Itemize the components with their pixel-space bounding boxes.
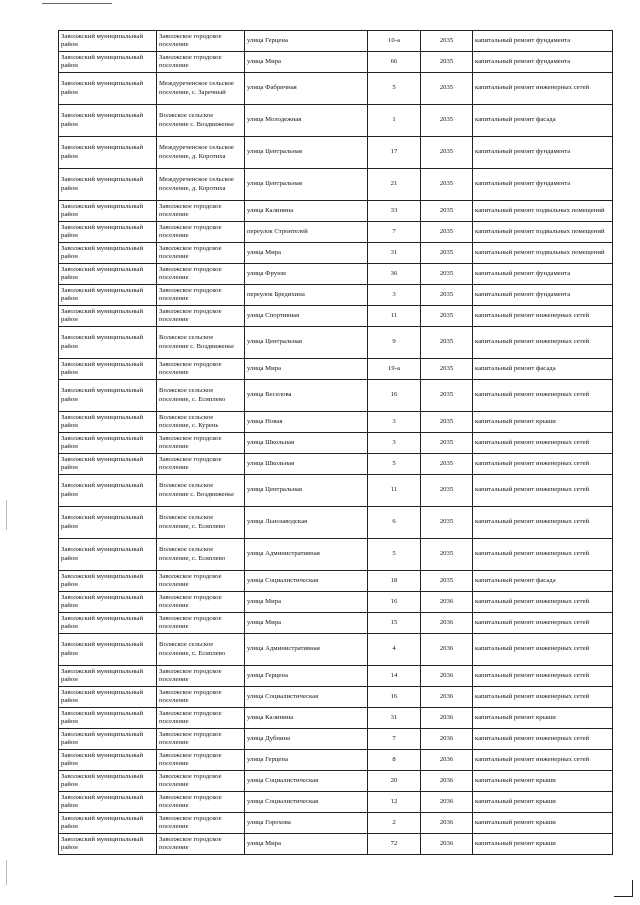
settlement-cell: Междуреченское сельское поселение, д. Коротиха xyxy=(157,137,245,169)
settlement-cell: Заволжское городское поселение xyxy=(157,243,245,264)
district-cell: Заволжский муниципальный район xyxy=(59,771,157,792)
district-cell: Заволжский муниципальный район xyxy=(59,475,157,507)
work-type-cell: капитальный ремонт инженерных сетей xyxy=(473,475,613,507)
page-corner-mark xyxy=(614,880,633,897)
district-cell: Заволжский муниципальный район xyxy=(59,750,157,771)
table-row xyxy=(59,412,613,433)
street-cell: улица Школьная xyxy=(245,454,368,475)
settlement-cell: Заволжское городское поселение xyxy=(157,613,245,634)
street-cell: улица Веселова xyxy=(245,380,368,412)
table-row xyxy=(59,306,613,327)
table-row xyxy=(59,813,613,834)
year-cell: 2035 xyxy=(421,201,473,222)
district-cell: Заволжский муниципальный район xyxy=(59,264,157,285)
year-cell: 2036 xyxy=(421,729,473,750)
district-cell: Заволжский муниципальный район xyxy=(59,539,157,571)
settlement-cell: Заволжское городское поселение xyxy=(157,729,245,750)
street-cell: улица Административная xyxy=(245,634,368,666)
work-type-cell: капитальный ремонт инженерных сетей xyxy=(473,327,613,359)
year-cell: 2036 xyxy=(421,792,473,813)
house-number-cell: 12 xyxy=(368,792,421,813)
settlement-cell: Заволжское городское поселение xyxy=(157,433,245,454)
house-number-cell: 3 xyxy=(368,285,421,306)
house-number-cell: 33 xyxy=(368,201,421,222)
house-number-cell: 5 xyxy=(368,454,421,475)
street-cell: улица Центральная xyxy=(245,169,368,201)
table-row xyxy=(59,708,613,729)
year-cell: 2035 xyxy=(421,73,473,105)
table-row xyxy=(59,380,613,412)
street-cell: улица Мира xyxy=(245,613,368,634)
work-type-cell: капитальный ремонт фасада xyxy=(473,359,613,380)
street-cell: улица Льнозаводская xyxy=(245,507,368,539)
table-row xyxy=(59,666,613,687)
work-type-cell: капитальный ремонт фундамента xyxy=(473,31,613,52)
street-cell: переулок Строителей xyxy=(245,222,368,243)
house-number-cell: 18 xyxy=(368,571,421,592)
district-cell: Заволжский муниципальный район xyxy=(59,454,157,475)
work-type-cell: капитальный ремонт фундамента xyxy=(473,285,613,306)
house-number-cell: 16 xyxy=(368,380,421,412)
settlement-cell: Волжское сельское поселение с. Воздвиженье xyxy=(157,475,245,507)
street-cell: улица Молодежная xyxy=(245,105,368,137)
work-type-cell: капитальный ремонт инженерных сетей xyxy=(473,306,613,327)
table-row xyxy=(59,359,613,380)
settlement-cell: Волжское сельское поселение с. Воздвиженье xyxy=(157,105,245,137)
year-cell: 2035 xyxy=(421,105,473,137)
district-cell: Заволжский муниципальный район xyxy=(59,137,157,169)
settlement-cell: Волжское сельское поселение с. Воздвиженье xyxy=(157,327,245,359)
settlement-cell: Заволжское городское поселение xyxy=(157,792,245,813)
house-number-cell: 5 xyxy=(368,539,421,571)
year-cell: 2035 xyxy=(421,31,473,52)
work-type-cell: капитальный ремонт фасада xyxy=(473,105,613,137)
street-cell: улица Центральная xyxy=(245,475,368,507)
street-cell: улица Спортивная xyxy=(245,306,368,327)
work-type-cell: капитальный ремонт инженерных сетей xyxy=(473,380,613,412)
year-cell: 2035 xyxy=(421,412,473,433)
work-type-cell: капитальный ремонт инженерных сетей xyxy=(473,507,613,539)
table-row xyxy=(59,285,613,306)
house-number-cell: 11 xyxy=(368,306,421,327)
street-cell: улица Герцена xyxy=(245,750,368,771)
year-cell: 2036 xyxy=(421,771,473,792)
district-cell: Заволжский муниципальный район xyxy=(59,359,157,380)
street-cell: улица Фрунзе xyxy=(245,264,368,285)
settlement-cell: Заволжское городское поселение xyxy=(157,31,245,52)
settlement-cell: Заволжское городское поселение xyxy=(157,454,245,475)
house-number-cell: 10-а xyxy=(368,31,421,52)
street-cell: улица Социалистическая xyxy=(245,687,368,708)
district-cell: Заволжский муниципальный район xyxy=(59,687,157,708)
settlement-cell: Заволжское городское поселение xyxy=(157,359,245,380)
table-body xyxy=(59,31,613,855)
settlement-cell: Заволжское городское поселение xyxy=(157,750,245,771)
house-number-cell: 19-а xyxy=(368,359,421,380)
year-cell: 2036 xyxy=(421,613,473,634)
year-cell: 2035 xyxy=(421,243,473,264)
house-number-cell: 7 xyxy=(368,729,421,750)
district-cell: Заволжский муниципальный район xyxy=(59,31,157,52)
district-cell: Заволжский муниципальный район xyxy=(59,380,157,412)
table-row xyxy=(59,592,613,613)
year-cell: 2035 xyxy=(421,539,473,571)
table-row xyxy=(59,750,613,771)
settlement-cell: Заволжское городское поселение xyxy=(157,771,245,792)
year-cell: 2035 xyxy=(421,433,473,454)
district-cell: Заволжский муниципальный район xyxy=(59,813,157,834)
settlement-cell: Заволжское городское поселение xyxy=(157,834,245,855)
table-row xyxy=(59,571,613,592)
year-cell: 2035 xyxy=(421,52,473,73)
street-cell: улица Мира xyxy=(245,592,368,613)
settlement-cell: Заволжское городское поселение xyxy=(157,687,245,708)
table-row xyxy=(59,137,613,169)
district-cell: Заволжский муниципальный район xyxy=(59,792,157,813)
street-cell: улица Герцена xyxy=(245,31,368,52)
repair-schedule-table xyxy=(58,30,613,855)
street-cell: улица Фабричная xyxy=(245,73,368,105)
house-number-cell: 7 xyxy=(368,222,421,243)
work-type-cell: капитальный ремонт фундамента xyxy=(473,137,613,169)
settlement-cell: Волжское сельское поселение, с. Курень xyxy=(157,412,245,433)
settlement-cell: Заволжское городское поселение xyxy=(157,52,245,73)
district-cell: Заволжский муниципальный район xyxy=(59,708,157,729)
house-number-cell: 1 xyxy=(368,105,421,137)
table-row xyxy=(59,243,613,264)
table-row xyxy=(59,73,613,105)
work-type-cell: капитальный ремонт инженерных сетей xyxy=(473,634,613,666)
work-type-cell: капитальный ремонт крыши xyxy=(473,834,613,855)
table-row xyxy=(59,834,613,855)
house-number-cell: 5 xyxy=(368,73,421,105)
district-cell: Заволжский муниципальный район xyxy=(59,243,157,264)
year-cell: 2035 xyxy=(421,359,473,380)
house-number-cell: 9 xyxy=(368,327,421,359)
top-rule xyxy=(42,3,112,4)
year-cell: 2035 xyxy=(421,306,473,327)
year-cell: 2036 xyxy=(421,592,473,613)
district-cell: Заволжский муниципальный район xyxy=(59,222,157,243)
year-cell: 2036 xyxy=(421,687,473,708)
work-type-cell: капитальный ремонт фундамента xyxy=(473,52,613,73)
work-type-cell: капитальный ремонт фундамента xyxy=(473,169,613,201)
table-row xyxy=(59,507,613,539)
year-cell: 2036 xyxy=(421,708,473,729)
table-row xyxy=(59,31,613,52)
house-number-cell: 17 xyxy=(368,137,421,169)
district-cell: Заволжский муниципальный район xyxy=(59,571,157,592)
street-cell: улица Мира xyxy=(245,52,368,73)
year-cell: 2035 xyxy=(421,327,473,359)
house-number-cell: 21 xyxy=(368,169,421,201)
street-cell: улица Центральная xyxy=(245,327,368,359)
work-type-cell: капитальный ремонт крыши xyxy=(473,708,613,729)
year-cell: 2035 xyxy=(421,222,473,243)
street-cell: улица Новая xyxy=(245,412,368,433)
house-number-cell: 6 xyxy=(368,507,421,539)
scan-edge-mark xyxy=(6,860,7,885)
district-cell: Заволжский муниципальный район xyxy=(59,613,157,634)
district-cell: Заволжский муниципальный район xyxy=(59,201,157,222)
work-type-cell: капитальный ремонт крыши xyxy=(473,771,613,792)
house-number-cell: 3 xyxy=(368,433,421,454)
district-cell: Заволжский муниципальный район xyxy=(59,729,157,750)
work-type-cell: капитальный ремонт фундамента xyxy=(473,264,613,285)
district-cell: Заволжский муниципальный район xyxy=(59,433,157,454)
district-cell: Заволжский муниципальный район xyxy=(59,507,157,539)
street-cell: улица Административная xyxy=(245,539,368,571)
settlement-cell: Заволжское городское поселение xyxy=(157,708,245,729)
table-row xyxy=(59,613,613,634)
year-cell: 2036 xyxy=(421,813,473,834)
house-number-cell: 8 xyxy=(368,750,421,771)
house-number-cell: 16 xyxy=(368,687,421,708)
house-number-cell: 36 xyxy=(368,264,421,285)
work-type-cell: капитальный ремонт крыши xyxy=(473,792,613,813)
work-type-cell: капитальный ремонт инженерных сетей xyxy=(473,729,613,750)
settlement-cell: Междуреченское сельское поселение, с. Заречный xyxy=(157,73,245,105)
table-row xyxy=(59,687,613,708)
district-cell: Заволжский муниципальный район xyxy=(59,306,157,327)
year-cell: 2036 xyxy=(421,666,473,687)
table-row xyxy=(59,475,613,507)
house-number-cell: 15 xyxy=(368,613,421,634)
settlement-cell: Заволжское городское поселение xyxy=(157,571,245,592)
settlement-cell: Заволжское городское поселение xyxy=(157,285,245,306)
district-cell: Заволжский муниципальный район xyxy=(59,105,157,137)
settlement-cell: Заволжское городское поселение xyxy=(157,222,245,243)
table-row xyxy=(59,454,613,475)
district-cell: Заволжский муниципальный район xyxy=(59,285,157,306)
street-cell: улица Социалистическая xyxy=(245,571,368,592)
year-cell: 2036 xyxy=(421,634,473,666)
table-row xyxy=(59,327,613,359)
work-type-cell: капитальный ремонт инженерных сетей xyxy=(473,73,613,105)
year-cell: 2035 xyxy=(421,137,473,169)
table-row xyxy=(59,264,613,285)
year-cell: 2035 xyxy=(421,169,473,201)
table-row xyxy=(59,52,613,73)
work-type-cell: капитальный ремонт инженерных сетей xyxy=(473,613,613,634)
settlement-cell: Заволжское городское поселение xyxy=(157,264,245,285)
district-cell: Заволжский муниципальный район xyxy=(59,634,157,666)
table-row xyxy=(59,729,613,750)
table-row xyxy=(59,634,613,666)
district-cell: Заволжский муниципальный район xyxy=(59,834,157,855)
street-cell: улица Центральная xyxy=(245,137,368,169)
street-cell: улица Мира xyxy=(245,359,368,380)
year-cell: 2035 xyxy=(421,264,473,285)
street-cell: улица Школьная xyxy=(245,433,368,454)
house-number-cell: 72 xyxy=(368,834,421,855)
table-row xyxy=(59,169,613,201)
settlement-cell: Волжское сельское поселение, с. Есиплево xyxy=(157,507,245,539)
house-number-cell: 31 xyxy=(368,243,421,264)
table-row xyxy=(59,792,613,813)
street-cell: улица Калинина xyxy=(245,201,368,222)
work-type-cell: капитальный ремонт подвальных помещений xyxy=(473,222,613,243)
work-type-cell: капитальный ремонт инженерных сетей xyxy=(473,539,613,571)
settlement-cell: Заволжское городское поселение xyxy=(157,592,245,613)
house-number-cell: 2 xyxy=(368,813,421,834)
work-type-cell: капитальный ремонт инженерных сетей xyxy=(473,687,613,708)
street-cell: улица Герцена xyxy=(245,666,368,687)
district-cell: Заволжский муниципальный район xyxy=(59,73,157,105)
district-cell: Заволжский муниципальный район xyxy=(59,52,157,73)
street-cell: улица Социалистическая xyxy=(245,792,368,813)
scan-edge-mark xyxy=(6,500,7,530)
work-type-cell: капитальный ремонт инженерных сетей xyxy=(473,750,613,771)
table-row xyxy=(59,105,613,137)
work-type-cell: капитальный ремонт инженерных сетей xyxy=(473,454,613,475)
district-cell: Заволжский муниципальный район xyxy=(59,666,157,687)
house-number-cell: 11 xyxy=(368,475,421,507)
settlement-cell: Заволжское городское поселение xyxy=(157,666,245,687)
year-cell: 2035 xyxy=(421,571,473,592)
settlement-cell: Волжское сельское поселение, с. Есиплево xyxy=(157,539,245,571)
work-type-cell: капитальный ремонт крыши xyxy=(473,412,613,433)
settlement-cell: Заволжское городское поселение xyxy=(157,201,245,222)
street-cell: улица Социалистическая xyxy=(245,771,368,792)
work-type-cell: капитальный ремонт крыши xyxy=(473,813,613,834)
work-type-cell: капитальный ремонт подвальных помещений xyxy=(473,243,613,264)
house-number-cell: 14 xyxy=(368,666,421,687)
year-cell: 2035 xyxy=(421,285,473,306)
year-cell: 2035 xyxy=(421,454,473,475)
settlement-cell: Волжское сельское поселение, с. Есиплево xyxy=(157,634,245,666)
street-cell: переулок Бредихина xyxy=(245,285,368,306)
settlement-cell: Волжское сельское поселение, с. Есиплево xyxy=(157,380,245,412)
street-cell: улица Дубнина xyxy=(245,729,368,750)
street-cell: улица Мира xyxy=(245,834,368,855)
table-row xyxy=(59,539,613,571)
house-number-cell: 3 xyxy=(368,412,421,433)
table-row xyxy=(59,433,613,454)
district-cell: Заволжский муниципальный район xyxy=(59,169,157,201)
work-type-cell: капитальный ремонт подвальных помещений xyxy=(473,201,613,222)
year-cell: 2035 xyxy=(421,475,473,507)
work-type-cell: капитальный ремонт инженерных сетей xyxy=(473,592,613,613)
year-cell: 2035 xyxy=(421,507,473,539)
house-number-cell: 31 xyxy=(368,708,421,729)
settlement-cell: Заволжское городское поселение xyxy=(157,813,245,834)
year-cell: 2036 xyxy=(421,834,473,855)
district-cell: Заволжский муниципальный район xyxy=(59,592,157,613)
house-number-cell: 20 xyxy=(368,771,421,792)
street-cell: улица Горохова xyxy=(245,813,368,834)
settlement-cell: Междуреченское сельское поселение, д. Коротиха xyxy=(157,169,245,201)
house-number-cell: 16 xyxy=(368,592,421,613)
house-number-cell: 66 xyxy=(368,52,421,73)
work-type-cell: капитальный ремонт фасада xyxy=(473,571,613,592)
table-row xyxy=(59,201,613,222)
year-cell: 2035 xyxy=(421,380,473,412)
work-type-cell: капитальный ремонт инженерных сетей xyxy=(473,666,613,687)
street-cell: улица Калинина xyxy=(245,708,368,729)
house-number-cell: 4 xyxy=(368,634,421,666)
table-row xyxy=(59,222,613,243)
district-cell: Заволжский муниципальный район xyxy=(59,327,157,359)
settlement-cell: Заволжское городское поселение xyxy=(157,306,245,327)
year-cell: 2036 xyxy=(421,750,473,771)
work-type-cell: капитальный ремонт инженерных сетей xyxy=(473,433,613,454)
table-row xyxy=(59,771,613,792)
street-cell: улица Мира xyxy=(245,243,368,264)
district-cell: Заволжский муниципальный район xyxy=(59,412,157,433)
